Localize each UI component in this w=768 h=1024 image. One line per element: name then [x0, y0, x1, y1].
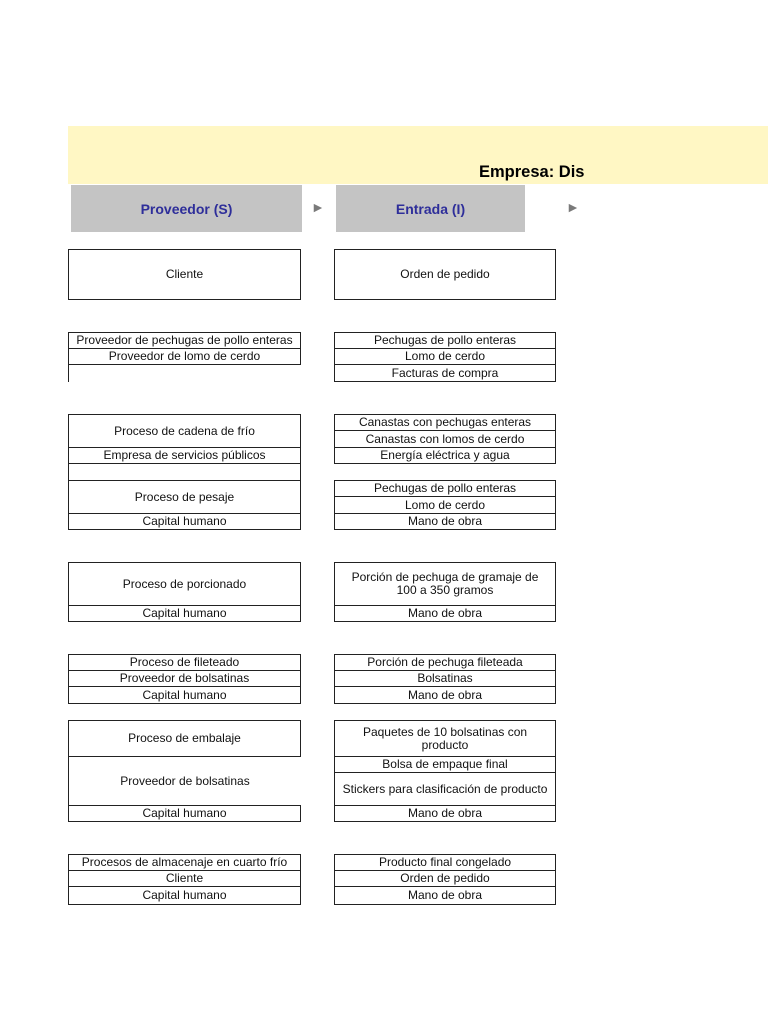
arrow-right-icon: ►	[311, 199, 325, 215]
supplier-cell: Cliente	[68, 870, 301, 887]
company-banner	[68, 126, 768, 184]
arrow-right-icon: ►	[566, 199, 580, 215]
input-cell: Energía eléctrica y agua	[334, 447, 556, 464]
supplier-cell: Proceso de cadena de frío	[68, 414, 301, 448]
company-title: Empresa: Dis	[479, 163, 585, 181]
input-cell: Bolsa de empaque final	[334, 756, 556, 773]
input-cell: Porción de pechuga de gramaje de 100 a 350 gramos	[334, 562, 556, 606]
input-cell: Porción de pechuga fileteada	[334, 654, 556, 671]
input-cell: Mano de obra	[334, 805, 556, 822]
supplier-cell: Proceso de porcionado	[68, 562, 301, 606]
input-cell: Mano de obra	[334, 513, 556, 530]
supplier-cell: Capital humano	[68, 805, 301, 822]
supplier-cell: Procesos de almacenaje en cuarto frío	[68, 854, 301, 871]
supplier-cell: Proveedor de bolsatinas	[68, 756, 301, 806]
supplier-cell: Capital humano	[68, 686, 301, 704]
supplier-cell: Cliente	[68, 249, 301, 300]
input-cell: Orden de pedido	[334, 249, 556, 300]
input-cell: Canastas con pechugas enteras	[334, 414, 556, 431]
input-cell: Lomo de cerdo	[334, 348, 556, 365]
supplier-cell: Capital humano	[68, 886, 301, 905]
input-cell: Paquetes de 10 bolsatinas con producto	[334, 720, 556, 757]
input-cell: Stickers para clasificación de producto	[334, 772, 556, 806]
input-cell: Orden de pedido	[334, 870, 556, 887]
input-cell: Lomo de cerdo	[334, 496, 556, 514]
supplier-cell	[68, 463, 301, 481]
input-cell: Producto final congelado	[334, 854, 556, 871]
input-cell: Mano de obra	[334, 686, 556, 704]
input-cell: Facturas de compra	[334, 364, 556, 382]
input-cell: Pechugas de pollo enteras	[334, 332, 556, 349]
input-column-header: Entrada (I)	[336, 185, 525, 232]
input-cell: Canastas con lomos de cerdo	[334, 430, 556, 448]
supplier-cell	[68, 364, 301, 382]
input-cell: Pechugas de pollo enteras	[334, 480, 556, 497]
supplier-cell: Proceso de fileteado	[68, 654, 301, 671]
supplier-cell: Proceso de embalaje	[68, 720, 301, 757]
supplier-column-header: Proveedor (S)	[71, 185, 302, 232]
supplier-cell: Empresa de servicios públicos	[68, 447, 301, 464]
supplier-cell: Proceso de pesaje	[68, 480, 301, 514]
input-cell: Bolsatinas	[334, 670, 556, 687]
input-cell: Mano de obra	[334, 886, 556, 905]
supplier-cell: Proveedor de lomo de cerdo	[68, 348, 301, 365]
supplier-cell: Capital humano	[68, 605, 301, 622]
input-cell: Mano de obra	[334, 605, 556, 622]
supplier-cell: Capital humano	[68, 513, 301, 530]
supplier-cell: Proveedor de bolsatinas	[68, 670, 301, 687]
supplier-cell: Proveedor de pechugas de pollo enteras	[68, 332, 301, 349]
